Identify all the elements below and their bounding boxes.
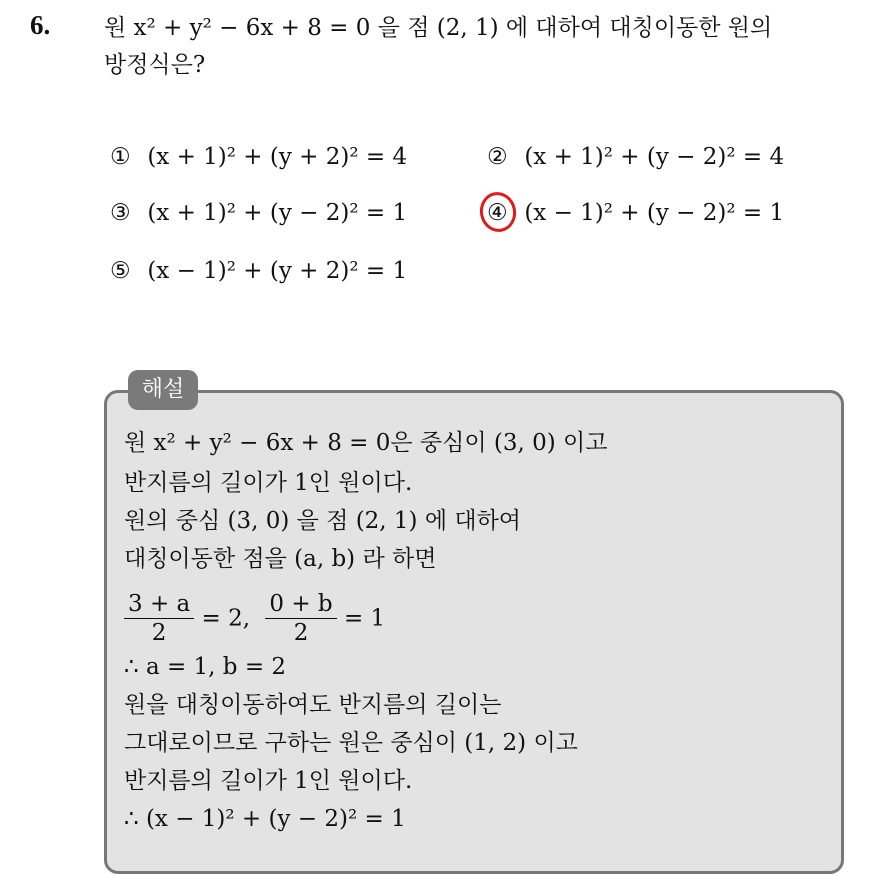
fraction-denominator: 2 bbox=[293, 620, 309, 646]
choice-expression: (x + 1)² + (y − 2)² = 1 bbox=[147, 200, 408, 226]
question-text: 원 x² + y² − 6x + 8 = 0 을 점 (2, 1) 에 대하여 대칭이동한 원의 방정식은? bbox=[104, 15, 773, 78]
answer-circle-mark bbox=[476, 189, 520, 236]
choice-expression: (x + 1)² + (y − 2)² = 4 bbox=[524, 144, 785, 170]
solution-line: ∴ (x − 1)² + (y − 2)² = 1 bbox=[124, 806, 406, 832]
solution-line: ∴ a = 1, b = 2 bbox=[124, 654, 287, 680]
fraction-denominator: 2 bbox=[151, 620, 167, 646]
solution-line: 원 x² + y² − 6x + 8 = 0은 중심이 (3, 0) 이고 bbox=[124, 430, 608, 456]
fraction-rhs: = 2, bbox=[194, 605, 251, 632]
solution-line: 원의 중심 (3, 0) 을 점 (2, 1) 에 대하여 bbox=[124, 508, 522, 534]
choice-5[interactable] bbox=[110, 256, 407, 286]
solution-line: 그대로이므로 구하는 원은 중심이 (1, 2) 이고 bbox=[124, 730, 578, 756]
choice-1[interactable] bbox=[110, 142, 407, 172]
choice-2[interactable] bbox=[487, 142, 784, 172]
solution-label: 해설 bbox=[128, 370, 198, 410]
question-number: 6. bbox=[30, 10, 51, 40]
choice-expression: (x − 1)² + (y + 2)² = 1 bbox=[147, 258, 408, 284]
choice-marker: ⑤ bbox=[110, 258, 131, 284]
choice-3[interactable] bbox=[110, 198, 407, 228]
choice-4[interactable] bbox=[487, 198, 784, 228]
solution-line: 원을 대칭이동하여도 반지름의 길이는 bbox=[124, 692, 502, 718]
fraction-numerator: 0 + b bbox=[265, 590, 336, 619]
choice-expression: (x − 1)² + (y − 2)² = 1 bbox=[524, 200, 785, 226]
fraction-rhs: = 1 bbox=[336, 605, 386, 632]
choice-marker: ① bbox=[110, 144, 131, 170]
fraction-equation bbox=[124, 590, 385, 650]
choice-expression: (x + 1)² + (y + 2)² = 4 bbox=[147, 144, 408, 170]
solution-line: 반지름의 길이가 1인 원이다. bbox=[124, 768, 413, 794]
fraction-numerator: 3 + a bbox=[124, 590, 194, 619]
choice-marker: ② bbox=[487, 144, 508, 170]
fraction-2 bbox=[265, 590, 336, 647]
choice-marker: ③ bbox=[110, 200, 131, 226]
choice-marker: ④ bbox=[487, 200, 508, 226]
solution-line: 대칭이동한 점을 (a, b) 라 하면 bbox=[124, 546, 437, 572]
fraction-1 bbox=[124, 590, 194, 647]
solution-line: 반지름의 길이가 1인 원이다. bbox=[124, 470, 413, 496]
